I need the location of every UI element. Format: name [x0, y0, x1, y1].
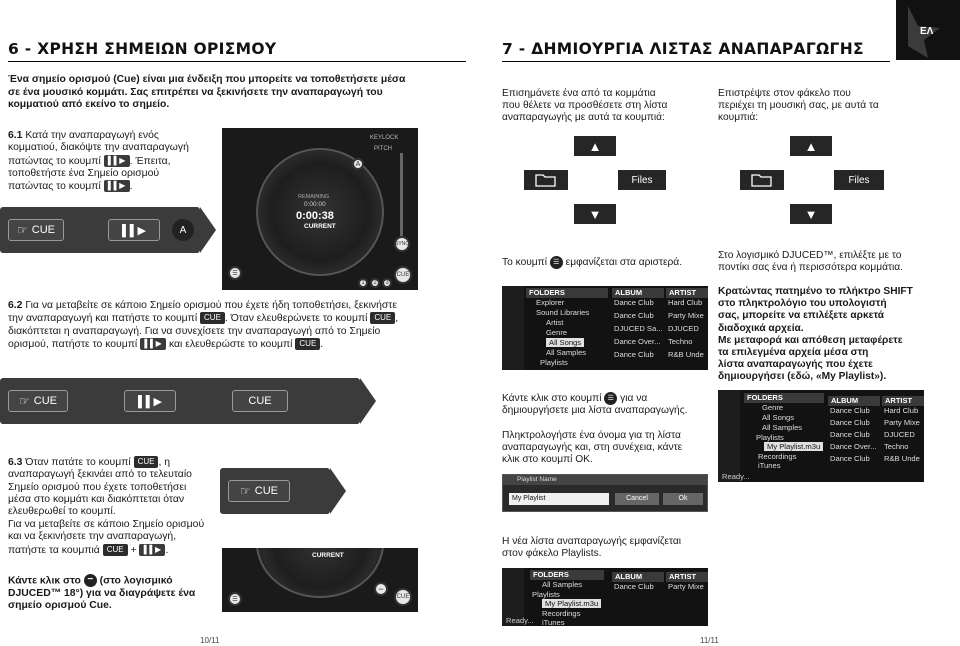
- col-a-text-3: [502, 392, 712, 418]
- cue-big-button[interactable]: [228, 480, 290, 502]
- bar-arrow: [200, 207, 216, 253]
- album-header: ALBUM: [612, 288, 664, 298]
- play-pause-chip: ▌▌▶: [104, 155, 130, 167]
- text-line: στο πληκτρολόγιο του υπολογιστή: [718, 298, 887, 310]
- text-line: για να: [620, 393, 648, 405]
- text-line: λίστα αναπαραγωγής που έχετε: [718, 359, 873, 371]
- pitch-slider: [400, 153, 403, 238]
- step-text: Κάντε κλικ στο: [8, 575, 81, 587]
- text-line: Κρατώντας πατημένο το πλήκτρο SHIFT: [718, 286, 913, 297]
- cue-big-button[interactable]: [8, 219, 64, 241]
- hand-pointer-icon: ☞: [19, 394, 30, 408]
- col-a-text-4: [502, 430, 722, 467]
- tree-item[interactable]: All Songs: [762, 413, 795, 422]
- play-pause-chip: ▌▌▶: [140, 338, 166, 350]
- album-cell[interactable]: Dance Club: [830, 418, 870, 427]
- language-label: ΕΛ: [920, 26, 934, 37]
- remaining-label: REMAINING: [298, 194, 330, 200]
- artist-cell[interactable]: Techno: [884, 442, 909, 451]
- album-cell[interactable]: Dance Club: [830, 406, 870, 415]
- album-header: ALBUM: [828, 396, 880, 406]
- step-text: μέσα στο κομμάτι και διακόπτεται όταν: [8, 493, 185, 505]
- artist-cell[interactable]: Hard Club: [668, 298, 703, 307]
- step-text: , η: [158, 456, 171, 468]
- step-text: πατώντας το κουμπί: [8, 155, 101, 167]
- cancel-button[interactable]: Cancel: [615, 493, 659, 505]
- tree-item-selected[interactable]: My Playlist.m3u: [542, 599, 601, 608]
- tree-item[interactable]: iTunes: [542, 618, 565, 626]
- step-text: Για να μεταβείτε σε κάποιο Σημείο ορισμού που έχετε ήδη τοποθετήσει, ξεκινήστε: [25, 300, 398, 311]
- text-line: αναπαραγωγής με αυτά τα κουμπιά:: [502, 112, 665, 124]
- album-cell[interactable]: Dance Club: [830, 454, 870, 463]
- artist-cell[interactable]: R&B Unde: [668, 350, 704, 359]
- current-label: CURRENT: [312, 552, 344, 559]
- artist-cell[interactable]: Hard Club: [884, 406, 919, 415]
- delete-cue-icon[interactable]: −: [374, 582, 388, 596]
- artist-header: ARTIST: [666, 288, 708, 298]
- folder-icon: [740, 170, 784, 190]
- step-text: πατήστε τα κουμπιά: [8, 544, 100, 556]
- cue-chip: CUE: [370, 312, 395, 324]
- deck-screenshot: [222, 128, 418, 290]
- playlist-add-icon: ☰: [550, 256, 563, 269]
- step-6-2: [8, 300, 478, 351]
- tree-item[interactable]: iTunes: [758, 461, 781, 470]
- step-text: τοποθετήστε ένα Σημείο ορισμού: [8, 167, 160, 179]
- step-text: ,: [395, 313, 399, 325]
- tree-item[interactable]: Sound Libraries: [536, 308, 590, 317]
- step-text: ελευθερωθεί το κουμπί.: [8, 506, 116, 518]
- minus-circle-icon: −: [84, 574, 97, 587]
- deck-cue-button[interactable]: CUE: [394, 266, 412, 284]
- cue-chip: CUE: [295, 338, 320, 350]
- text-line: Επιστρέψτε στον φάκελο που: [718, 88, 851, 99]
- text-line: Στο λογισμικό DJUCED™, επιλέξτε με το: [718, 250, 902, 261]
- text-line: Κάντε κλικ στο κουμπί: [502, 393, 602, 405]
- text-line: τα επιλεγμένα αρχεία μέσα στη: [718, 347, 869, 359]
- step-text: . Έπειτα,: [129, 155, 171, 167]
- step-number: 6.2: [8, 300, 23, 311]
- section-6-title: 6 - ΧΡΗΣΗ ΣΗΜΕΙΩΝ ΟΡΙΣΜΟΥ: [8, 40, 277, 58]
- artist-cell[interactable]: Party Mixe: [884, 418, 920, 427]
- album-cell[interactable]: Dance Club: [614, 582, 654, 591]
- step-text: αναπαραγωγή ξεκινάει από το τελευταίο: [8, 469, 192, 481]
- playlist-name-dialog: [502, 474, 708, 512]
- pitch-label: PITCH: [374, 146, 392, 152]
- cue-chip: CUE: [200, 312, 225, 324]
- folder-button[interactable]: [524, 170, 568, 190]
- tree-item[interactable]: Playlists: [756, 433, 784, 442]
- artist-cell[interactable]: Party Mixe: [668, 582, 704, 591]
- intro-line-1: Ένα σημείο ορισμού (Cue) είναι μια ένδειξη που μπορείτε να τοποθετήσετε μέσα: [8, 74, 406, 85]
- artist-cell[interactable]: R&B Unde: [884, 454, 920, 463]
- down-arrow-button[interactable]: ▼: [574, 204, 616, 224]
- ok-button[interactable]: Ok: [663, 493, 703, 505]
- step-text: και ελευθερώστε το κουμπί: [168, 338, 293, 350]
- files-button[interactable]: Files: [834, 170, 884, 190]
- tree-item[interactable]: Genre: [546, 328, 568, 337]
- text-line: σας, μπορείτε να επιλέξετε αρκετά: [718, 310, 885, 322]
- folders-header: FOLDERS: [744, 393, 824, 403]
- playlist-name-input[interactable]: My Playlist: [509, 493, 609, 505]
- cue-label: CUE: [31, 224, 55, 236]
- hand-pointer-icon: ☞: [17, 223, 28, 237]
- album-cell[interactable]: Dance Over...: [614, 337, 661, 346]
- text-line: κλικ στο κουμπί OK.: [502, 454, 593, 466]
- cue-chip: CUE: [103, 544, 128, 556]
- tree-item[interactable]: Artist: [546, 318, 564, 327]
- hotcue-2[interactable]: 2: [370, 278, 380, 288]
- album-header: ALBUM: [612, 572, 664, 582]
- step-text: Για να μεταβείτε σε κάποιο Σημείο ορισμού: [8, 518, 205, 530]
- tree-item[interactable]: Playlists: [532, 590, 560, 599]
- col-a-text-5: [502, 536, 722, 560]
- status-text: Ready...: [506, 616, 534, 625]
- cue-label: CUE: [33, 395, 57, 407]
- step-text: κομματιού, διακόψτε την αναπαραγωγή: [8, 142, 189, 154]
- tree-item[interactable]: All Samples: [762, 423, 803, 432]
- step-text: και να ξεκινήσετε την αναπαραγωγή,: [8, 531, 177, 543]
- step-text: DJUCED™ 18°) για να διαγράψετε ένα: [8, 587, 196, 599]
- text-line: Η νέα λίστα αναπαραγωγής εμφανίζεται: [502, 536, 681, 547]
- step-text: Όταν πατάτε το κουμπί: [25, 456, 131, 468]
- list-icon[interactable]: ☰: [228, 266, 242, 280]
- intro-line-3: κομματιού από εκείνο το σημείο.: [8, 99, 170, 111]
- control-bar-2: [0, 378, 360, 424]
- browser-screenshot-3: [502, 568, 708, 626]
- text-line: Το κουμπί: [502, 257, 547, 269]
- tree-item-selected[interactable]: All Songs: [546, 338, 584, 347]
- album-cell[interactable]: Dance Club: [614, 311, 654, 320]
- browser-sidebar: [502, 286, 524, 370]
- text-line: Πληκτρολογήστε ένα όνομα για τη λίστα: [502, 430, 681, 441]
- control-bar-3: [220, 468, 330, 514]
- marker-a-circle[interactable]: A: [352, 158, 364, 170]
- section-7-rule: [502, 61, 890, 62]
- step-text: .: [165, 544, 169, 556]
- section-6-rule: [8, 61, 466, 62]
- tree-item[interactable]: Recordings: [758, 452, 797, 461]
- text-line: δημιουργήσει (εδώ, «My Playlist»).: [718, 371, 887, 383]
- delete-cue-text: [8, 574, 218, 613]
- text-line: δημιουργήσετε μια λίστα αναπαραγωγής.: [502, 405, 688, 417]
- down-arrow-button[interactable]: ▼: [790, 204, 832, 224]
- artist-header: ARTIST: [882, 396, 924, 406]
- tree-item-selected[interactable]: My Playlist.m3u: [764, 442, 823, 451]
- album-cell[interactable]: Dance Club: [614, 350, 654, 359]
- album-cell[interactable]: Dance Over...: [830, 442, 877, 451]
- album-cell[interactable]: Dance Club: [830, 430, 870, 439]
- folders-header: FOLDERS: [526, 288, 608, 298]
- step-text: . Όταν ελευθερώνετε το κουμπί: [224, 313, 368, 325]
- album-cell[interactable]: Dance Club: [614, 298, 654, 307]
- remaining-time: 0:00:00: [304, 201, 326, 208]
- cue-label: CUE: [254, 485, 278, 497]
- artist-cell[interactable]: DJUCED: [884, 430, 915, 439]
- artist-cell[interactable]: DJUCED: [668, 324, 699, 333]
- hand-pointer-icon: ☞: [240, 484, 251, 498]
- text-line: ποντίκι σας ένα ή περισσότερα κομμάτια.: [718, 262, 903, 274]
- files-button[interactable]: Files: [618, 170, 666, 190]
- step-text: (στο λογισμικό: [99, 575, 173, 587]
- col-a-text-2: [502, 256, 712, 269]
- plus-sign: +: [130, 544, 137, 556]
- tree-item[interactable]: Genre: [762, 403, 784, 412]
- tree-item[interactable]: Recordings: [542, 609, 581, 618]
- step-text: διακόπτεται η αναπαραγωγή. Για να συνεχίσετε την αναπαραγωγή από το Σημείο: [8, 325, 381, 337]
- col-b-text-2: [718, 250, 928, 274]
- folders-header: FOLDERS: [530, 570, 604, 580]
- tree-item[interactable]: All Samples: [546, 348, 587, 357]
- up-arrow-button[interactable]: ▲: [790, 136, 832, 156]
- col-a-text-1: [502, 88, 712, 125]
- step-text: .: [320, 338, 324, 350]
- step-6-3: [8, 456, 218, 557]
- deck-screenshot-2: [222, 548, 418, 612]
- play-pause-chip: ▌▌▶: [104, 180, 130, 192]
- col-b-text-3: [718, 286, 930, 384]
- browser-sidebar: [718, 390, 740, 482]
- status-text: Ready...: [722, 472, 750, 481]
- step-text: Σημείο ορισμού που έχετε τοποθετήσει: [8, 481, 187, 493]
- step-text: ορισμού, πατήστε το κουμπί: [8, 338, 138, 350]
- text-line: εμφανίζεται στα αριστερά.: [565, 257, 683, 269]
- artist-cell[interactable]: Party Mixe: [668, 311, 704, 320]
- step-number: 6.3: [8, 456, 23, 468]
- intro-line-2: σε ένα μουσικό κομμάτι. Σας επιτρέπει να ξεκινήσετε την αναπαραγωγή του: [8, 86, 383, 98]
- text-line: κουμπιά:: [718, 112, 759, 124]
- text-line: διαδοχικά αρχεία.: [718, 322, 804, 334]
- sync-button[interactable]: SYNC: [394, 236, 410, 252]
- list-icon[interactable]: ☰: [228, 592, 242, 606]
- play-pause-big-button[interactable]: ▌▌▶: [124, 390, 176, 412]
- step-text: την αναπαραγωγή και πατήστε το κουμπί: [8, 313, 198, 325]
- dialog-title: Playlist Name: [503, 475, 707, 485]
- folder-button[interactable]: [740, 170, 784, 190]
- tree-item[interactable]: Explorer: [536, 298, 565, 307]
- cue-big-button-2[interactable]: CUE: [232, 390, 288, 412]
- keylock-label: KEYLOCK: [370, 135, 399, 141]
- folder-icon: [524, 170, 568, 190]
- step-text: .: [129, 181, 133, 193]
- up-arrow-button[interactable]: ▲: [574, 136, 616, 156]
- play-pause-chip: ▌▌▶: [139, 544, 165, 556]
- language-badge: [896, 0, 960, 60]
- marker-a-icon: A: [172, 219, 194, 241]
- play-pause-big-button[interactable]: ▌▌▶: [108, 219, 160, 241]
- tree-item[interactable]: Playlists: [540, 358, 568, 367]
- text-line: Με μεταφορά και απόθεση μεταφέρετε: [718, 334, 903, 346]
- text-line: που θέλετε να προσθέσετε στη λίστα: [502, 100, 668, 112]
- hotcue-1[interactable]: 1: [358, 278, 368, 288]
- section-7-title: 7 - ΔΗΜΙΟΥΡΓΙΑ ΛΙΣΤΑΣ ΑΝΑΠΑΡΑΓΩΓΗΣ: [502, 40, 864, 58]
- tree-item[interactable]: All Samples: [542, 580, 583, 589]
- bar-arrow: [330, 468, 346, 514]
- step-text: πατώντας το κουμπί: [8, 181, 101, 193]
- current-label: CURRENT: [304, 223, 336, 230]
- step-text: Κατά την αναπαραγωγή ενός: [25, 130, 159, 141]
- page-number-left: 10/11: [200, 636, 220, 645]
- browser-screenshot-1: [502, 286, 708, 370]
- text-line: στον φάκελο Playlists.: [502, 548, 602, 560]
- step-6-1: [8, 130, 218, 194]
- cue-big-button[interactable]: [8, 390, 68, 412]
- page-number-right: 11/11: [700, 636, 719, 645]
- browser-screenshot-2: [718, 390, 924, 482]
- step-number: 6.1: [8, 130, 23, 141]
- col-b-text-1: [718, 88, 918, 125]
- intro-text: [8, 74, 468, 112]
- bar-arrow: [360, 378, 376, 424]
- text-line: αναπαραγωγής και, στη συνέχεια, κάντε: [502, 442, 683, 454]
- text-line: περιέχει τη μουσική σας, με αυτά τα: [718, 100, 879, 112]
- hotcue-3[interactable]: 3: [382, 278, 392, 288]
- playlist-add-icon: ☰: [604, 392, 617, 405]
- cue-chip: CUE: [134, 456, 159, 468]
- artist-header: ARTIST: [666, 572, 708, 582]
- text-line: Επισημάνετε ένα από τα κομμάτια: [502, 88, 656, 99]
- artist-cell[interactable]: Techno: [668, 337, 693, 346]
- deck-cue-button[interactable]: CUE: [394, 588, 412, 606]
- control-bar-1: [0, 207, 200, 253]
- current-time: 0:00:38: [296, 210, 334, 222]
- step-text: σημείο ορισμού Cue.: [8, 600, 112, 612]
- album-cell[interactable]: DJUCED Sa...: [614, 324, 663, 333]
